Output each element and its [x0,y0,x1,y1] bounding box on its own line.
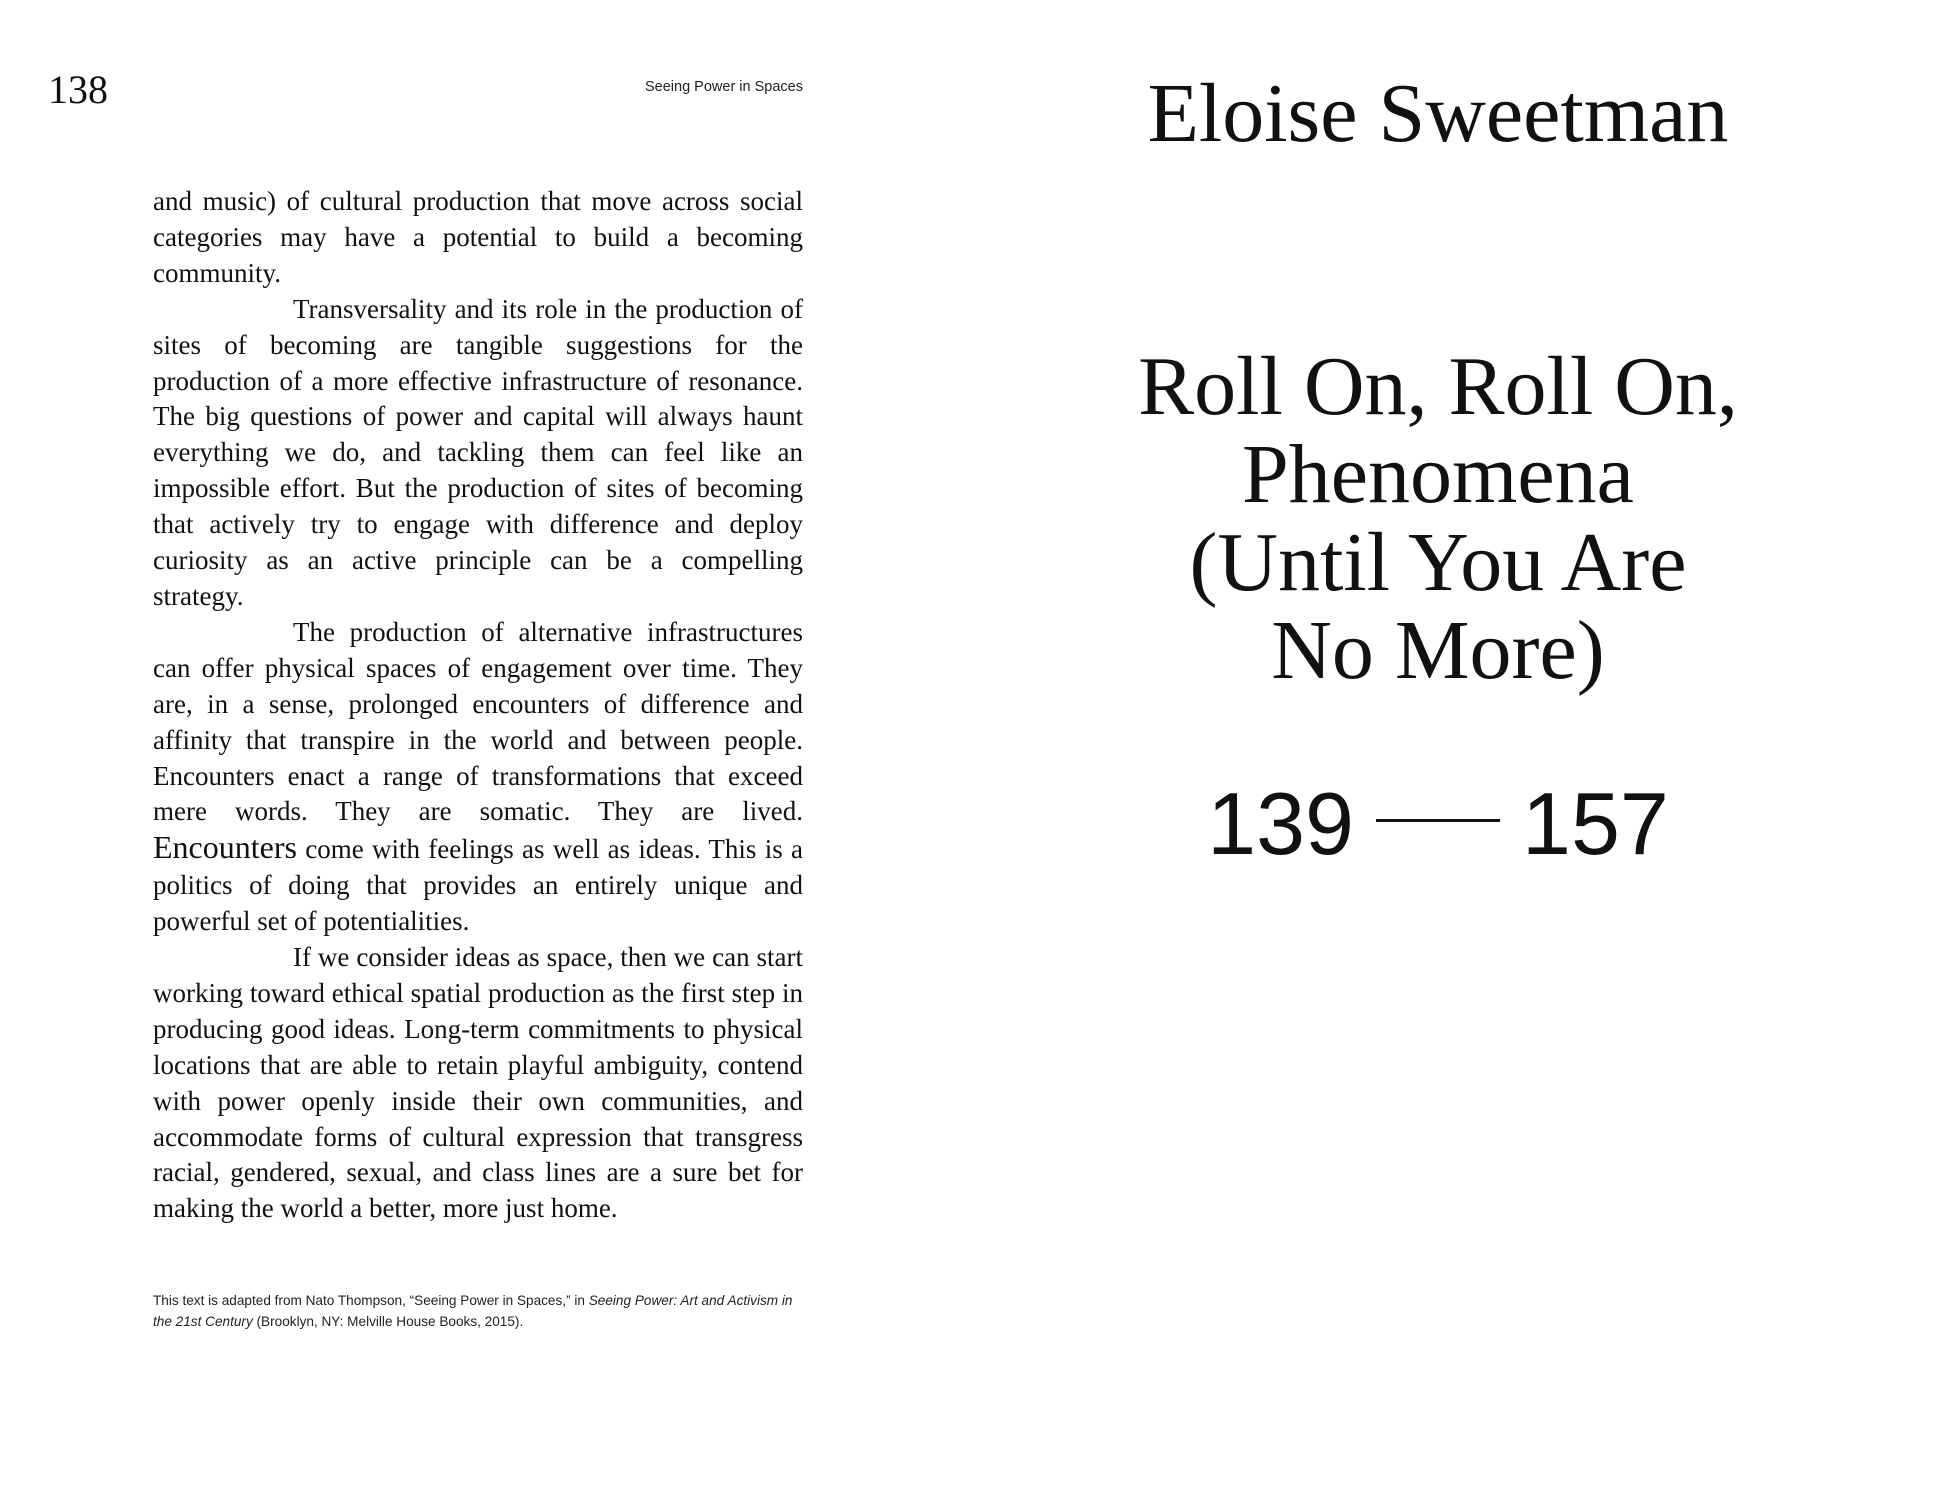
body-text [153,184,803,1227]
page-range [1108,774,1768,873]
footnote-book-title: Seeing Power: Art and Activism in the 21st Century [153,1293,793,1329]
title-line: No More) [1271,604,1605,697]
right-page [970,0,1940,1500]
left-page [0,0,970,1500]
paragraph-3 [153,615,803,940]
dash-divider [1376,819,1500,822]
author-name: Eloise Sweetman [1147,67,1729,160]
footnote-prefix: This text is adapted from Nato Thompson, “Seeing Power in Spaces,” in [153,1293,589,1308]
paragraph-4: If we consider ideas as space, then we can start working toward ethical spatial production as the first step in producing good ideas. Long-term commitments to physical locations that are able to retain playful ambiguity, contend with power openly inside their own communities, and accommodate forms of cultural expression that transgress racial, gendered, sexual, and class lines are a sure bet for making the world a better, more just home. [153,942,803,1224]
paragraph-1: and music) of cultural production that move across social categories may have a potential to build a becoming community. [153,186,803,288]
title-line: (Until You Are [1189,516,1687,609]
footnote [153,1290,813,1332]
page-range-start: 139 [1207,774,1354,873]
paragraph-2: Transversality and its role in the production of sites of becoming are tangible suggestions for the production of a more effective infrastructure of resonance. The big questions of power and capital will always haunt everything we do, and tackling them can feel like an impossible effort. But the production of sites of becoming that actively try to engage with difference and deploy curiosity as an active principle can be a compelling strategy. [153,293,803,611]
title-line: Roll On, Roll On, [1138,340,1738,433]
title-line: Phenomena [1242,428,1634,521]
running-head: Seeing Power in Spaces [645,79,803,95]
paragraph-3-emphasis: Encounters [153,829,297,866]
chapter-title [1108,340,1768,697]
paragraph-3-before: The production of alternative infrastructures can offer physical spaces of engagement over time. They are, in a sense, prolonged encounters of difference and affinity that transpire in the world and between people. Encounters enact a range of transformations that exceed mere words. They are somatic. They are lived. [153,616,803,827]
page-range-end: 157 [1522,774,1669,873]
footnote-suffix: (Brooklyn, NY: Melville House Books, 2015). [252,1314,524,1329]
page-number: 138 [48,67,108,112]
paragraph-3-after: come with feelings as well as ideas. This is a politics of doing that provides an entirely unique and powerful set of potentialities. [153,834,803,937]
